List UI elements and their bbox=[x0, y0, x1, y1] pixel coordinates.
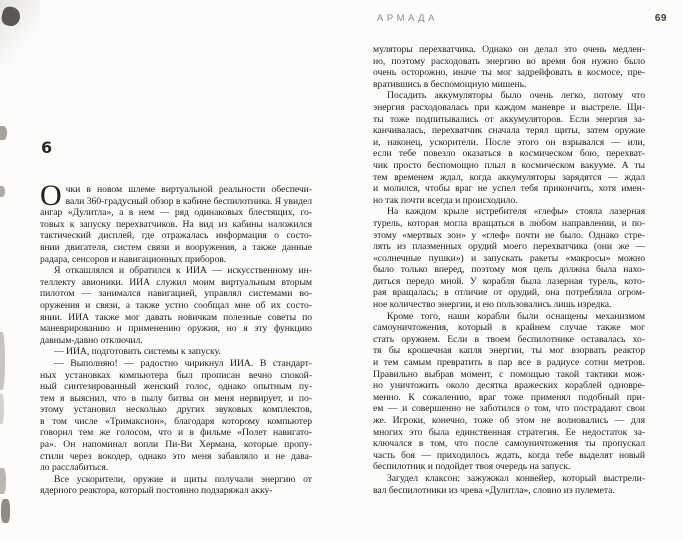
paragraph bbox=[373, 44, 645, 90]
text-line: янии двигателя, систем связи и вооружения, а также данные bbox=[40, 241, 312, 253]
text-line: но уничтожить около десятка вражеских кораблей одновре- bbox=[373, 380, 645, 392]
text-line: ключался в том, что после самоуничтожения ты пропускал bbox=[373, 438, 645, 450]
text-line: но, поэтому расходовать энергию во время боя нужно было bbox=[373, 55, 645, 67]
scan-artifact bbox=[0, 0, 40, 64]
paragraph bbox=[40, 474, 312, 497]
text-line: янии. ИИА также мог давать новичкам полезные советы по bbox=[40, 311, 312, 323]
paragraph bbox=[373, 311, 645, 473]
paragraph bbox=[373, 206, 645, 310]
scan-artifact bbox=[0, 332, 5, 390]
paragraph bbox=[40, 265, 312, 346]
text-line: На каждом крыле истребителя «глефы» стояла лазерная bbox=[387, 206, 645, 218]
paragraph bbox=[373, 90, 645, 206]
text-line: Правильно выбрав момент, с помощью такой тактики мож- bbox=[373, 368, 645, 380]
text-line: вратившись в беспомощную мишень. bbox=[373, 78, 527, 90]
text-line: Кроме того, наши корабли были оснащены механизмом bbox=[387, 310, 645, 322]
page-number: 69 bbox=[654, 13, 667, 24]
text-line: тя бы крошечная капля энергии, ты мог взорвать реактор bbox=[373, 345, 645, 357]
page-right-body bbox=[373, 44, 645, 496]
text-line: вали 360-градусный обзор в кабине беспилотника. Я увидел bbox=[65, 195, 312, 207]
text-line: энергия расходовалась при каждом маневре и выстреле. Щи- bbox=[373, 101, 645, 113]
text-line: же. Игроки, конечно, тоже об этом не волновались — для bbox=[373, 415, 645, 426]
text-line: говорил тем же голосом, что и в фильме «Полет навигато- bbox=[40, 427, 312, 439]
paragraph bbox=[40, 179, 312, 265]
paragraph bbox=[373, 473, 645, 496]
text-line: многих это была единственная стратегия. Ее недостаток за- bbox=[373, 426, 645, 438]
text-line: и молился, чтобы враг не успел тебя прикончить, хотя имен- bbox=[373, 183, 645, 195]
scan-artifact bbox=[0, 186, 5, 197]
running-header-title: АРМАДА bbox=[377, 13, 438, 24]
text-line: в том числе «Тримаксион», благодаря которому компьютер bbox=[40, 415, 312, 427]
scan-artifact bbox=[0, 394, 4, 424]
text-line: стать оружием. Если в твоем беспилотнике оставалась хо- bbox=[373, 333, 645, 345]
text-line: тем я выяснил, что в пылу битвы он меня нервирует, и по- bbox=[40, 392, 312, 404]
text-line: чки в новом шлеме виртуальной реальности обеспечи- bbox=[65, 184, 312, 195]
paragraph bbox=[40, 358, 312, 474]
text-line: ядерного реактора, который постоянно подзаряжал акку- bbox=[40, 485, 273, 497]
text-line: «солнечные пушки») и запускать ракеты «макросы» можно bbox=[373, 252, 645, 264]
text-line: муляторы перехватчика. Однако он делал это очень медлен- bbox=[373, 44, 645, 55]
text-line: Загудел клаксон: зажужжал конвейер, который выстрели- bbox=[387, 472, 645, 484]
scan-artifact bbox=[0, 5, 22, 27]
text-line: ных установках компьютера был прописан вечно спокой- bbox=[40, 369, 312, 381]
text-line: ем — и совершенно не заботился о том, что пострадают свои bbox=[373, 403, 645, 415]
text-line: тем временем ждал, когда аккумуляторы зарядятся — ждал bbox=[373, 171, 645, 183]
text-line: часть боя — приходилось ждать, когда тебе выделят новый bbox=[373, 449, 645, 461]
text-line: — Выполняю! — радостно чирикнул ИИА. В стандарт- bbox=[54, 357, 312, 369]
text-line: Все ускорители, оружие и щиты получали энергию от bbox=[54, 473, 312, 485]
text-line: стили через вокодер, однако это меня забавляло и не дава- bbox=[40, 450, 312, 462]
page-left-body bbox=[40, 179, 312, 497]
text-line: самоуничтожения, который в крайнем случае также мог bbox=[373, 322, 645, 334]
text-line: ло расслабиться. bbox=[40, 462, 109, 474]
text-line: этому «мертвых зон» у «глеф» почти не было. Однако стре- bbox=[373, 229, 645, 241]
text-line: ное количество энергии, и ею пользовались лишь изредка. bbox=[373, 299, 612, 311]
text-line: и тем самым превратить в пар все в радиусе сотни метров. bbox=[373, 357, 645, 369]
text-line: если тебе повезло оказаться в космическом бою, перехват- bbox=[373, 148, 645, 160]
text-line: и, наконец, ускорители. После этого он взрывался — или, bbox=[373, 136, 645, 148]
page-left bbox=[40, 138, 312, 497]
scan-artifact bbox=[0, 126, 7, 140]
scan-artifact bbox=[1, 499, 10, 523]
text-line: товых к запуску перехватчиков. На вид из кабины наложился bbox=[40, 218, 312, 230]
scan-artifact bbox=[0, 468, 6, 494]
text-line: радара, сенсоров и навигационных приборов. bbox=[40, 253, 227, 265]
text-line: пилотом — занимался навигацией, управлял системами во- bbox=[40, 288, 312, 300]
text-line: было только вперед, поэтому моя цель должна была нахо- bbox=[373, 264, 645, 276]
text-line: этому установил несколько других звуковых комплектов, bbox=[40, 404, 312, 416]
text-line: очень осторожно, иначе ты мог задрейфовать в космосе, пре- bbox=[373, 67, 645, 79]
paragraph bbox=[40, 346, 312, 358]
text-line: давным-давно отключил. bbox=[40, 334, 143, 346]
text-line: канчивалась, перехватчик сначала терял щиты, затем оружие bbox=[373, 125, 645, 137]
chapter-number: 6 bbox=[41, 138, 53, 157]
text-line: беспилотник и подойдет твоя очередь на запуск. bbox=[373, 461, 571, 473]
text-line: оружения и связи, а также устно сообщал мне об их состо- bbox=[40, 299, 312, 311]
text-line: ный синтезированный женский голос, однако опытным пу- bbox=[40, 381, 312, 393]
text-line: — ИИА, подготовить системы к запуску. bbox=[54, 346, 221, 358]
text-line: маневрированию и применению оружия, но я эту функцию bbox=[40, 323, 312, 335]
text-line: Посадить аккумуляторы было очень легко, потому что bbox=[387, 90, 645, 102]
text-line: лять из плазменных орудий моего перехватчика (они же — bbox=[373, 241, 645, 253]
drop-cap: О bbox=[40, 179, 62, 212]
text-line: вал беспилотники из чрева «Дулитла», словно из пулемета. bbox=[373, 484, 615, 496]
text-line: менно. К сожалению, враг тоже применял подобный при- bbox=[373, 391, 645, 403]
text-line: ра». Он напоминал вопли Пи-Ви Хермана, которые пропу- bbox=[40, 439, 312, 451]
text-line: рая вращалась; в отличие от орудий, она потребляла огром- bbox=[373, 287, 645, 299]
text-line: турель, которая могла вращаться в любом направлении, и по- bbox=[373, 217, 645, 229]
text-line: тактический дисплей, где отражалась информация о состо- bbox=[40, 230, 312, 242]
running-header bbox=[377, 13, 667, 26]
text-line: ты тоже подпитывались от аккумуляторов. Если энергия за- bbox=[373, 113, 645, 125]
text-line: ангар «Дулитла», а в нем — ряд одинаковых блестящих, го- bbox=[40, 207, 312, 219]
text-line: Я откашлялся и обратился к ИИА — искусственному ин- bbox=[54, 265, 312, 277]
text-line: диться передо мной. У корабля была лазерная турель, кото- bbox=[373, 275, 645, 287]
text-line: но так почти всегда и происходило. bbox=[373, 194, 518, 206]
text-line: теллекту авионики. ИИА служил моим виртуальным вторым bbox=[40, 276, 312, 288]
text-line: чик просто беспомощно плыл в космическом вакууме. А ты bbox=[373, 159, 645, 171]
